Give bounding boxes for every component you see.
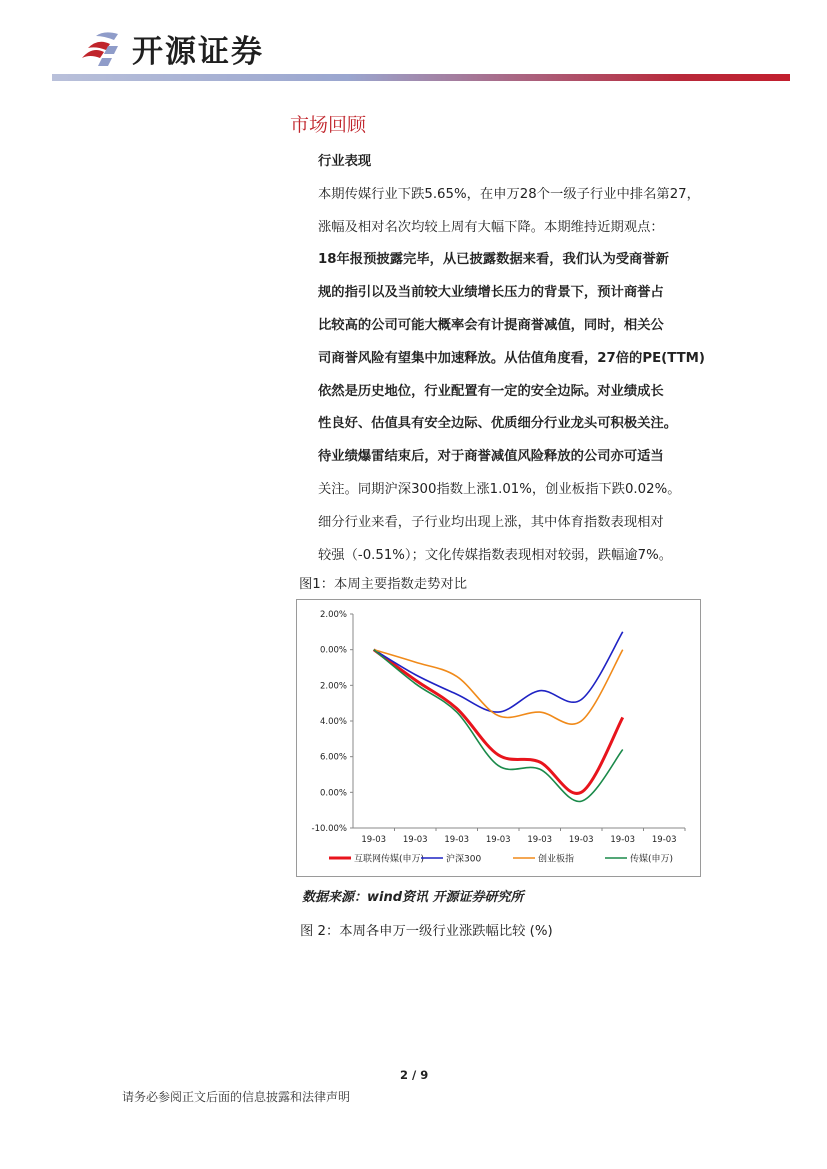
y-tick-label: 2.00% xyxy=(319,681,347,692)
subheading: 行业表现 xyxy=(318,154,372,169)
body-text xyxy=(318,150,710,576)
header-divider xyxy=(52,74,790,81)
page-number: 2 / 9 xyxy=(400,1068,429,1082)
x-tick-label: 19-03 xyxy=(568,835,594,845)
y-tick-label: 6.00% xyxy=(319,752,347,763)
paragraph-line: 涨幅及相对名次均较上周有大幅下降。本期维持近期观点： xyxy=(318,219,664,235)
figure-1-caption: 图1：本周主要指数走势对比 xyxy=(299,577,468,592)
paragraph-line: 细分行业来看，子行业均出现上涨，其中体育指数表现相对 xyxy=(318,514,664,530)
paragraph-line: 司商誉风险有望集中加速释放。从估值角度看，27倍的PE(TTM) xyxy=(318,350,705,366)
brand-name: 开源证券 xyxy=(132,33,264,70)
x-tick-label: 19-03 xyxy=(651,835,677,845)
x-tick-label: 19-03 xyxy=(361,835,387,845)
index-comparison-chart xyxy=(296,599,701,877)
brand-mark-icon xyxy=(78,28,124,68)
series-line xyxy=(374,632,623,712)
x-tick-label: 19-03 xyxy=(444,835,470,845)
y-tick-label: 4.00% xyxy=(319,717,347,727)
data-source-note: 数据来源：wind资讯 开源证券研究所 xyxy=(302,890,524,905)
y-tick-label: -10.00% xyxy=(311,824,347,834)
x-tick-label: 19-03 xyxy=(485,835,511,845)
paragraph-line: 待业绩爆雷结束后，对于商誉减值风险释放的公司亦可适当 xyxy=(318,449,664,465)
x-tick-label: 19-03 xyxy=(527,835,553,845)
paragraph-line: 关注。同期沪深300指数上涨1.01%，创业板指下跌0.02%。 xyxy=(318,481,681,497)
chart-canvas xyxy=(297,600,700,876)
series-line xyxy=(374,650,623,794)
x-tick-label: 19-03 xyxy=(402,835,428,845)
brand-logo xyxy=(78,26,264,70)
section-title: 市场回顾 xyxy=(290,114,367,136)
paragraph-line: 较强（-0.51%）；文化传媒指数表现相对较弱，跌幅逾7%。 xyxy=(318,547,673,563)
footer-disclaimer: 请务必参阅正文后面的信息披露和法律声明 xyxy=(122,1090,351,1104)
paragraph-line: 规的指引以及当前较大业绩增长压力的背景下，预计商誉占 xyxy=(318,285,664,301)
paragraph-line: 本期传媒行业下跌5.65%，在申万28个一级子行业中排名第27， xyxy=(318,186,700,202)
y-tick-label: 0.00% xyxy=(319,788,347,799)
paragraph-line: 性良好、估值具有安全边际、优质细分行业龙头可积极关注。 xyxy=(318,416,678,432)
paragraph-line: 依然是历史地位，行业配置有一定的安全边际。对业绩成长 xyxy=(318,383,664,399)
x-tick-label: 19-03 xyxy=(610,835,636,845)
legend-label: 传媒(申万) xyxy=(630,854,674,865)
series-line xyxy=(374,650,623,725)
legend-label: 沪深300 xyxy=(446,854,482,865)
y-tick-label: 0.00% xyxy=(319,645,347,656)
y-tick-label: 2.00% xyxy=(319,610,347,620)
legend-label: 创业板指 xyxy=(538,854,575,865)
figure-2-caption: 图 2：本周各申万一级行业涨跌幅比较 (%) xyxy=(300,924,553,939)
legend-label: 互联网传媒(申万) xyxy=(354,854,425,865)
paragraph-line: 18年报预披露完毕，从已披露数据来看，我们认为受商誉新 xyxy=(318,252,669,268)
paragraph-line: 比较高的公司可能大概率会有计提商誉减值，同时，相关公 xyxy=(318,317,664,333)
